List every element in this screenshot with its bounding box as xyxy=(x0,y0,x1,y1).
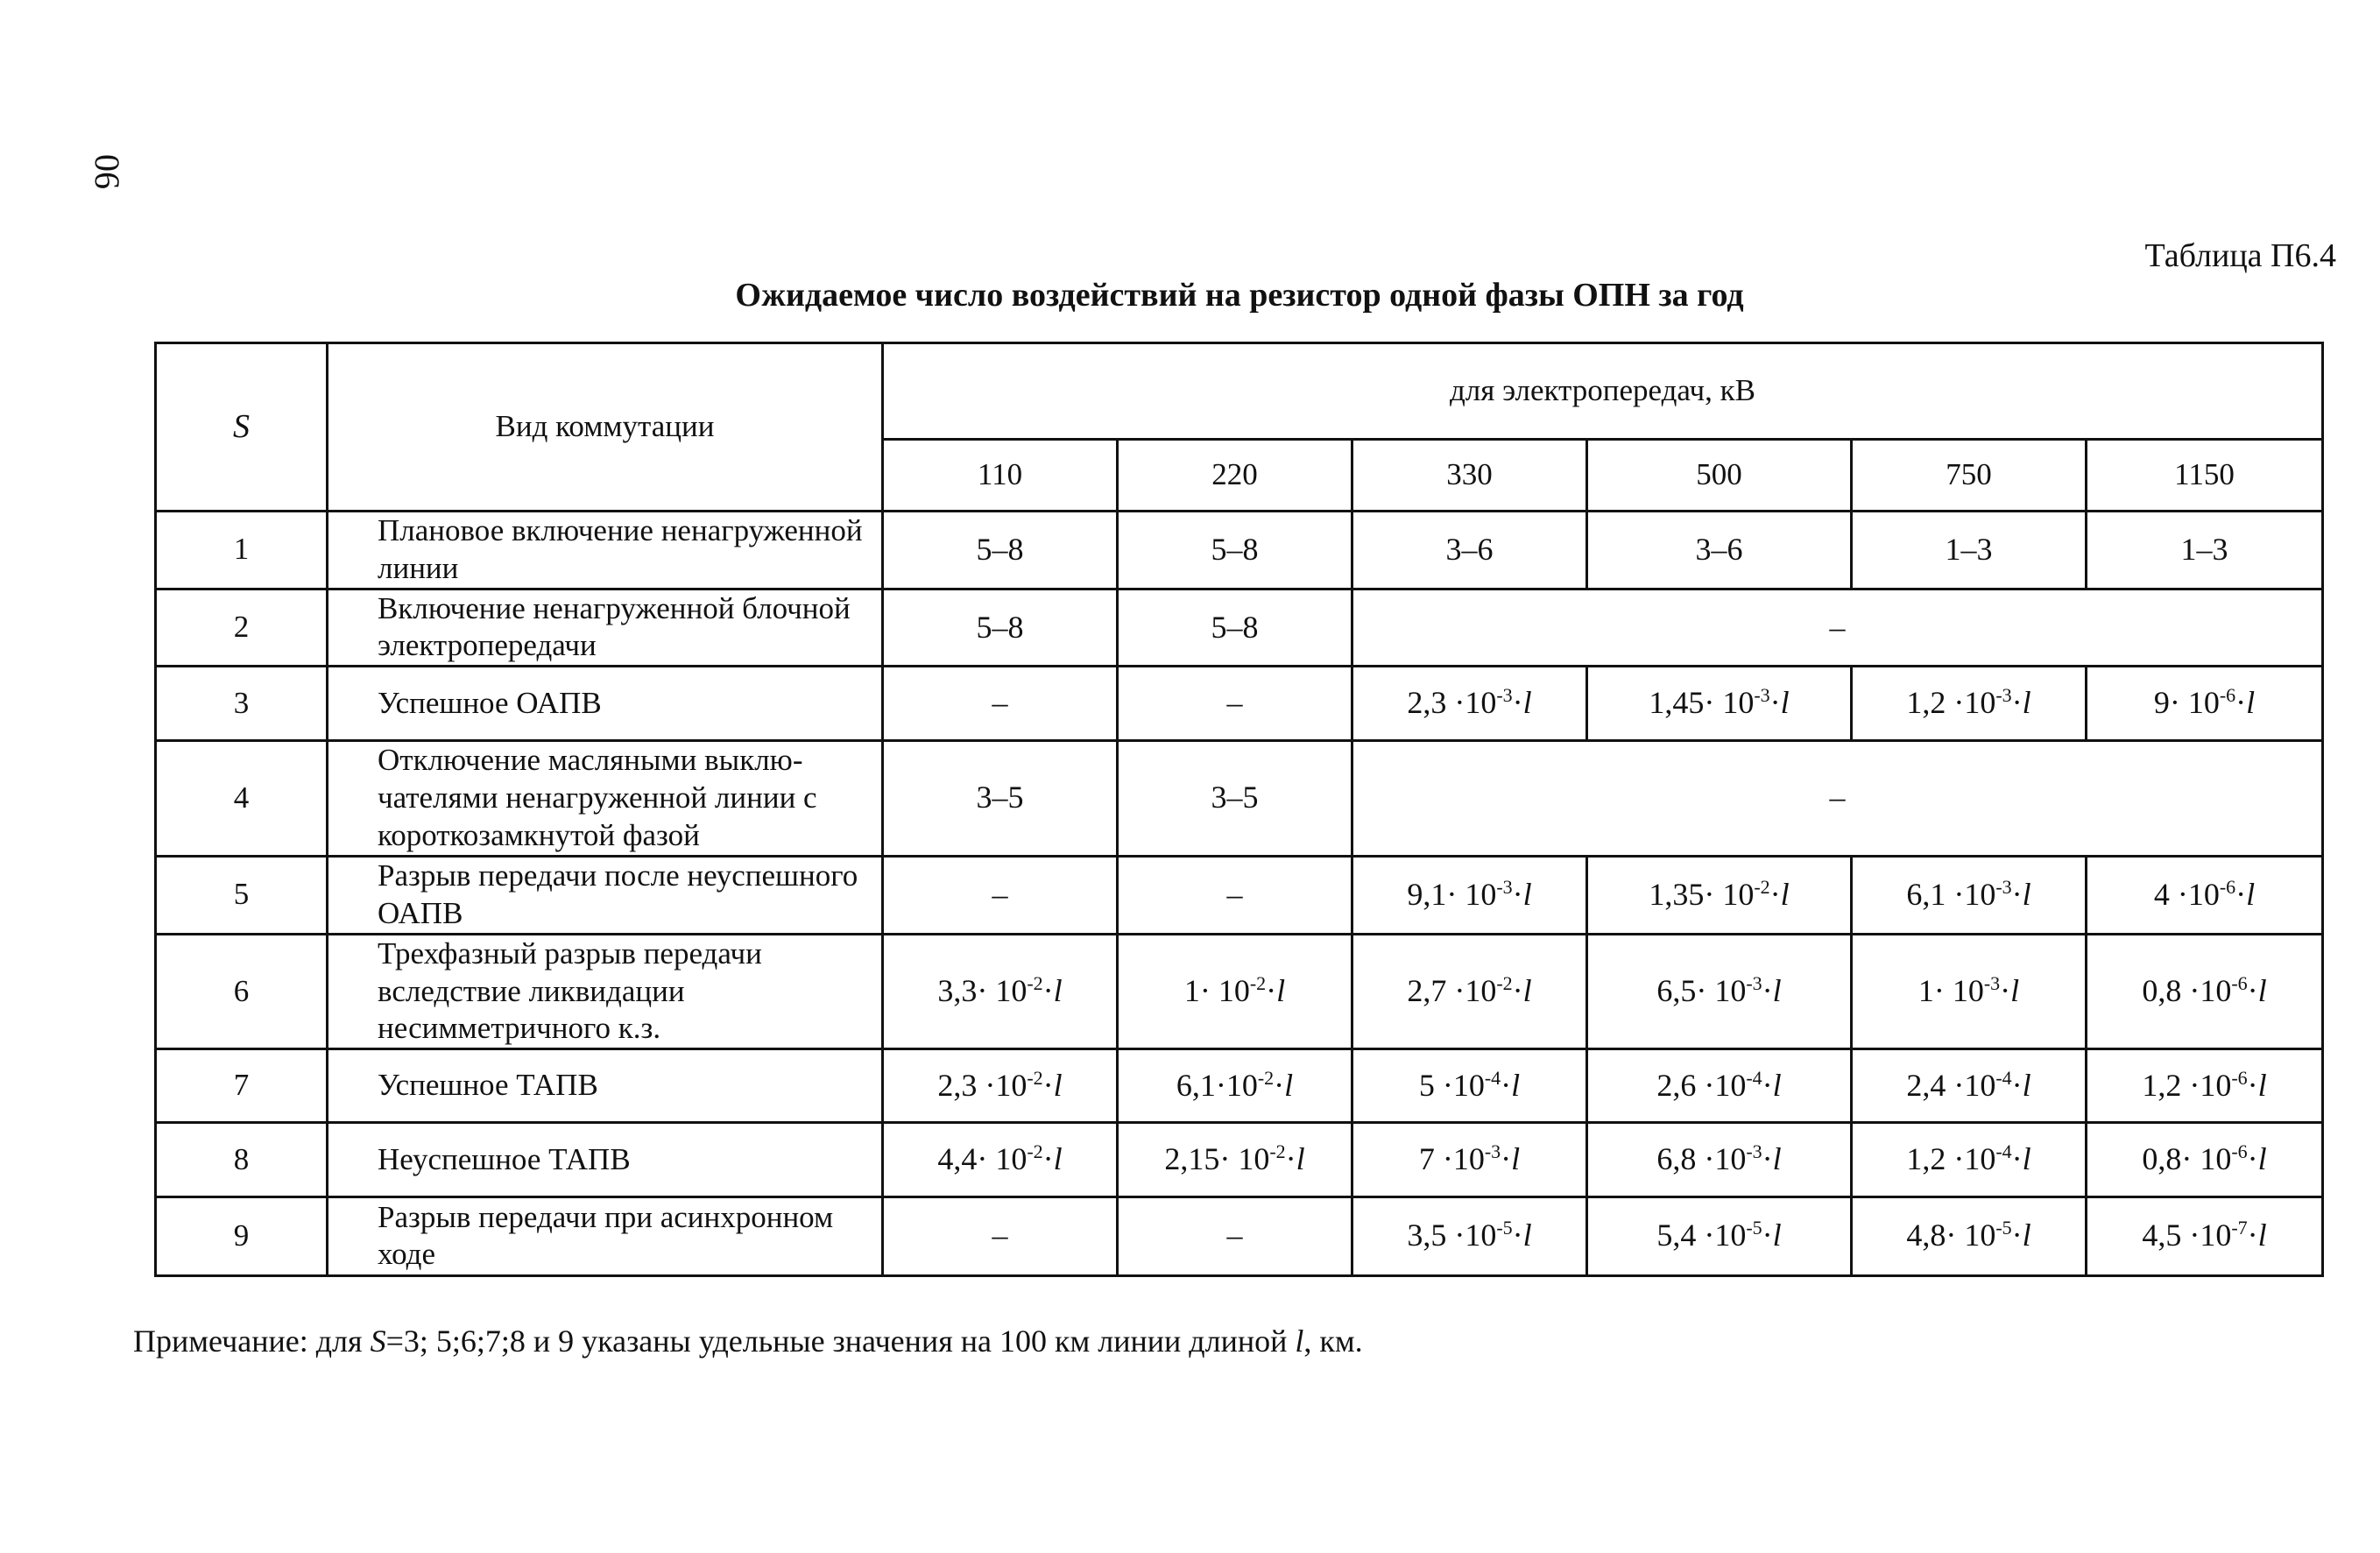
value-mantissa: 0,8 ·10 xyxy=(2142,972,2232,1008)
value-mantissa: 7 ·10 xyxy=(1418,1141,1485,1177)
row-number: 2 xyxy=(156,589,328,667)
value-cell xyxy=(2087,667,2323,740)
value-multiply: · xyxy=(1762,972,1773,1008)
value-cell: – xyxy=(1118,857,1352,935)
value-exponent: -3 xyxy=(1746,1140,1762,1163)
value-exponent: -4 xyxy=(1995,1066,2012,1089)
value-multiply: · xyxy=(2000,972,2011,1008)
value-exponent: -2 xyxy=(1027,971,1043,994)
value-cell xyxy=(1852,1049,2087,1123)
value-exponent: -3 xyxy=(1995,683,2012,706)
value-multiply: · xyxy=(1501,1141,1512,1177)
value-length-symbol: l xyxy=(1053,972,1063,1008)
header-voltage: 500 xyxy=(1587,440,1852,512)
value-exponent: -5 xyxy=(1496,1217,1513,1239)
value-cell xyxy=(1118,934,1352,1048)
switching-type: Разрыв передачи при асинхронном ходе xyxy=(328,1197,883,1275)
value-exponent: -2 xyxy=(1754,875,1770,898)
value-cell: – xyxy=(1352,589,2323,667)
value-length-symbol: l xyxy=(1511,1067,1521,1103)
row-number: 7 xyxy=(156,1049,328,1123)
note-prefix: Примечание: для xyxy=(133,1324,371,1359)
value-cell: – xyxy=(1118,667,1352,740)
value-mantissa: 2,15· 10 xyxy=(1164,1141,1270,1177)
note-l-symbol: l xyxy=(1295,1324,1304,1359)
value-exponent: -3 xyxy=(1983,971,2001,994)
value-cell: 3–5 xyxy=(1118,740,1352,856)
value-cell: – xyxy=(883,667,1118,740)
switching-type: Разрыв передачи после неуспешного ОАПВ xyxy=(328,857,883,935)
value-mantissa: 1,2 ·10 xyxy=(2142,1067,2232,1103)
value-cell: 3–5 xyxy=(883,740,1118,856)
value-length-symbol: l xyxy=(2246,876,2256,912)
value-mantissa: 2,4 ·10 xyxy=(1906,1067,1996,1103)
value-length-symbol: l xyxy=(1053,1141,1063,1177)
value-exponent: -6 xyxy=(2219,875,2236,898)
value-cell xyxy=(1587,857,1852,935)
value-mantissa: 1,2 ·10 xyxy=(1906,1141,1996,1177)
table-body xyxy=(156,512,2323,1276)
value-exponent: -6 xyxy=(2231,971,2248,994)
value-mantissa: 1,2 ·10 xyxy=(1906,684,1996,720)
value-exponent: -7 xyxy=(2231,1217,2248,1239)
value-exponent: -3 xyxy=(1496,683,1513,706)
value-length-symbol: l xyxy=(2010,972,2020,1008)
table-row xyxy=(156,512,2323,589)
header-row-top xyxy=(156,343,2323,440)
value-multiply: · xyxy=(2011,684,2023,720)
value-multiply: · xyxy=(2011,1141,2023,1177)
value-length-symbol: l xyxy=(1780,876,1790,912)
table-row xyxy=(156,740,2323,856)
value-mantissa: 5,4 ·10 xyxy=(1656,1218,1747,1253)
table-row xyxy=(156,1049,2323,1123)
value-cell xyxy=(1852,1197,2087,1275)
value-cell xyxy=(1352,1123,1587,1197)
value-mantissa: 6,1·10 xyxy=(1176,1067,1258,1103)
value-exponent: -3 xyxy=(1496,875,1513,898)
value-multiply: · xyxy=(2235,876,2247,912)
value-multiply: · xyxy=(1769,876,1781,912)
value-multiply: · xyxy=(1512,1218,1523,1253)
value-multiply: · xyxy=(1512,684,1523,720)
header-vid: Вид коммутации xyxy=(328,343,883,512)
value-mantissa: 4,8· 10 xyxy=(1906,1218,1996,1253)
value-multiply: · xyxy=(2011,876,2023,912)
value-mantissa: 4 ·10 xyxy=(2153,876,2220,912)
value-cell xyxy=(1852,1123,2087,1197)
value-cell: 5–8 xyxy=(1118,589,1352,667)
value-cell xyxy=(1352,667,1587,740)
value-cell xyxy=(1587,1197,1852,1275)
value-length-symbol: l xyxy=(2022,1141,2031,1177)
value-mantissa: 1,45· 10 xyxy=(1649,684,1755,720)
value-length-symbol: l xyxy=(1772,1141,1782,1177)
header-voltage: 220 xyxy=(1118,440,1352,512)
value-length-symbol: l xyxy=(1053,1067,1063,1103)
header-voltage-group: для электропередач, кВ xyxy=(883,343,2323,440)
table-label: Таблица П6.4 xyxy=(2144,237,2336,274)
switching-type: Плановое включение ненагруженной линии xyxy=(328,512,883,589)
value-mantissa: 4,4· 10 xyxy=(937,1141,1028,1177)
value-cell xyxy=(2087,1049,2323,1123)
value-exponent: -3 xyxy=(1484,1140,1501,1163)
value-cell xyxy=(1352,1049,1587,1123)
value-cell: 5–8 xyxy=(1118,512,1352,589)
note-s-symbol: S xyxy=(370,1324,386,1359)
value-cell xyxy=(1587,1123,1852,1197)
value-length-symbol: l xyxy=(1284,1067,1294,1103)
value-multiply: · xyxy=(1762,1141,1773,1177)
value-exponent: -3 xyxy=(1754,683,1770,706)
value-mantissa: 2,7 ·10 xyxy=(1407,972,1497,1008)
table-row xyxy=(156,857,2323,935)
table-row xyxy=(156,934,2323,1048)
value-mantissa: 0,8· 10 xyxy=(2142,1141,2232,1177)
value-mantissa: 9,1· 10 xyxy=(1407,876,1497,912)
value-cell: 5–8 xyxy=(883,589,1118,667)
value-cell xyxy=(1587,667,1852,740)
value-cell xyxy=(2087,1197,2323,1275)
value-cell xyxy=(1352,1197,1587,1275)
value-cell: – xyxy=(1352,740,2323,856)
value-exponent: -5 xyxy=(1995,1217,2012,1239)
value-length-symbol: l xyxy=(1276,972,1286,1008)
value-exponent: -6 xyxy=(2231,1140,2248,1163)
value-mantissa: 9· 10 xyxy=(2153,684,2220,720)
value-exponent: -2 xyxy=(1249,971,1267,994)
value-length-symbol: l xyxy=(2257,1218,2267,1253)
value-exponent: -6 xyxy=(2219,683,2236,706)
table-note xyxy=(133,1323,1363,1359)
row-number: 5 xyxy=(156,857,328,935)
value-exponent: -2 xyxy=(1027,1140,1043,1163)
value-length-symbol: l xyxy=(1522,876,1532,912)
note-middle: =3; 5;6;7;8 и 9 указаны удельные значения на 100 км линии длиной xyxy=(385,1324,1296,1359)
table-head xyxy=(156,343,2323,512)
value-mantissa: 6,8 ·10 xyxy=(1656,1141,1747,1177)
value-multiply: · xyxy=(1512,972,1523,1008)
value-cell: 5–8 xyxy=(883,512,1118,589)
value-length-symbol: l xyxy=(1522,1218,1532,1253)
value-mantissa: 3,3· 10 xyxy=(937,972,1028,1008)
value-cell xyxy=(1352,857,1587,935)
value-mantissa: 1,35· 10 xyxy=(1649,876,1755,912)
value-multiply: · xyxy=(1285,1141,1296,1177)
table-row xyxy=(156,667,2323,740)
value-cell: – xyxy=(883,1197,1118,1275)
table-row xyxy=(156,1197,2323,1275)
header-s: S xyxy=(156,343,328,512)
value-mantissa: 4,5 ·10 xyxy=(2142,1218,2232,1253)
value-cell xyxy=(883,934,1118,1048)
value-cell: 1–3 xyxy=(1852,512,2087,589)
table-row xyxy=(156,589,2323,667)
row-number: 9 xyxy=(156,1197,328,1275)
header-voltage: 1150 xyxy=(2087,440,2323,512)
value-multiply: · xyxy=(2011,1218,2023,1253)
value-length-symbol: l xyxy=(1296,1141,1305,1177)
value-cell xyxy=(1852,934,2087,1048)
switching-type: Успешное ОАПВ xyxy=(328,667,883,740)
header-voltage: 330 xyxy=(1352,440,1587,512)
value-exponent: -2 xyxy=(1496,971,1513,994)
value-multiply: · xyxy=(1501,1067,1512,1103)
value-cell xyxy=(1587,934,1852,1048)
value-cell xyxy=(1118,1049,1352,1123)
value-length-symbol: l xyxy=(2257,1067,2267,1103)
value-multiply: · xyxy=(1266,972,1277,1008)
value-mantissa: 6,1 ·10 xyxy=(1906,876,1996,912)
value-mantissa: 2,6 ·10 xyxy=(1656,1067,1747,1103)
value-mantissa: 5 ·10 xyxy=(1418,1067,1485,1103)
value-exponent: -4 xyxy=(1995,1140,2012,1163)
table-row xyxy=(156,1123,2323,1197)
value-mantissa: 3,5 ·10 xyxy=(1407,1218,1497,1253)
value-length-symbol: l xyxy=(1772,1067,1782,1103)
value-cell xyxy=(1118,1123,1352,1197)
value-multiply: · xyxy=(2247,972,2258,1008)
row-number: 1 xyxy=(156,512,328,589)
value-cell: 3–6 xyxy=(1587,512,1852,589)
value-length-symbol: l xyxy=(1522,972,1532,1008)
value-length-symbol: l xyxy=(1772,1218,1782,1253)
page-number: 06 xyxy=(88,154,127,189)
value-exponent: -4 xyxy=(1484,1066,1501,1089)
data-table xyxy=(154,342,2324,1277)
value-multiply: · xyxy=(2011,1067,2023,1103)
value-mantissa: 2,3 ·10 xyxy=(937,1067,1028,1103)
value-cell xyxy=(1852,857,2087,935)
value-length-symbol: l xyxy=(1772,972,1782,1008)
row-number: 8 xyxy=(156,1123,328,1197)
value-length-symbol: l xyxy=(2022,1218,2031,1253)
row-number: 3 xyxy=(156,667,328,740)
value-exponent: -3 xyxy=(1995,875,2012,898)
value-multiply: · xyxy=(2235,684,2247,720)
header-voltage: 750 xyxy=(1852,440,2087,512)
value-length-symbol: l xyxy=(1522,684,1532,720)
note-suffix: , км. xyxy=(1303,1324,1363,1359)
value-multiply: · xyxy=(1762,1218,1773,1253)
value-cell xyxy=(1852,667,2087,740)
value-length-symbol: l xyxy=(2257,1141,2267,1177)
value-length-symbol: l xyxy=(2022,876,2031,912)
value-multiply: · xyxy=(2247,1218,2258,1253)
value-exponent: -4 xyxy=(1746,1066,1762,1089)
value-cell xyxy=(883,1049,1118,1123)
value-multiply: · xyxy=(1274,1067,1285,1103)
value-multiply: · xyxy=(1042,1141,1054,1177)
value-length-symbol: l xyxy=(2246,684,2256,720)
value-length-symbol: l xyxy=(2022,684,2031,720)
value-length-symbol: l xyxy=(2022,1067,2031,1103)
value-multiply: · xyxy=(1769,684,1781,720)
value-cell xyxy=(2087,857,2323,935)
value-multiply: · xyxy=(1042,1067,1054,1103)
value-mantissa: 2,3 ·10 xyxy=(1407,684,1497,720)
value-exponent: -5 xyxy=(1746,1217,1762,1239)
value-exponent: -3 xyxy=(1746,971,1762,994)
value-length-symbol: l xyxy=(1511,1141,1521,1177)
value-length-symbol: l xyxy=(2257,972,2267,1008)
value-cell xyxy=(1352,934,1587,1048)
value-cell xyxy=(1587,1049,1852,1123)
value-cell xyxy=(2087,934,2323,1048)
value-exponent: -2 xyxy=(1269,1140,1286,1163)
value-mantissa: 1· 10 xyxy=(1917,972,1984,1008)
switching-type: Трехфазный разрыв передачи вследствие ликвидации несимметричного к.з. xyxy=(328,934,883,1048)
value-length-symbol: l xyxy=(1780,684,1790,720)
row-number: 4 xyxy=(156,740,328,856)
value-cell: – xyxy=(1118,1197,1352,1275)
value-multiply: · xyxy=(1042,972,1054,1008)
value-cell: 1–3 xyxy=(2087,512,2323,589)
value-cell: 3–6 xyxy=(1352,512,1587,589)
switching-type: Включение ненагруженной блочной электропередачи xyxy=(328,589,883,667)
value-multiply: · xyxy=(1762,1067,1773,1103)
row-number: 6 xyxy=(156,934,328,1048)
value-cell: – xyxy=(883,857,1118,935)
value-multiply: · xyxy=(1512,876,1523,912)
table-title: Ожидаемое число воздействий на резистор одной фазы ОПН за год xyxy=(735,277,1744,314)
value-exponent: -6 xyxy=(2231,1066,2248,1089)
value-cell xyxy=(2087,1123,2323,1197)
value-cell xyxy=(883,1123,1118,1197)
value-exponent: -2 xyxy=(1027,1066,1043,1089)
switching-type: Неуспешное ТАПВ xyxy=(328,1123,883,1197)
value-multiply: · xyxy=(2247,1141,2258,1177)
value-exponent: -2 xyxy=(1257,1066,1275,1089)
switching-type: Отключение масляными выклю- чателями ненагруженной линии с короткозамкнутой фазой xyxy=(328,740,883,856)
header-voltage: 110 xyxy=(883,440,1118,512)
switching-type: Успешное ТАПВ xyxy=(328,1049,883,1123)
value-mantissa: 1· 10 xyxy=(1183,972,1250,1008)
value-mantissa: 6,5· 10 xyxy=(1656,972,1747,1008)
value-multiply: · xyxy=(2247,1067,2258,1103)
